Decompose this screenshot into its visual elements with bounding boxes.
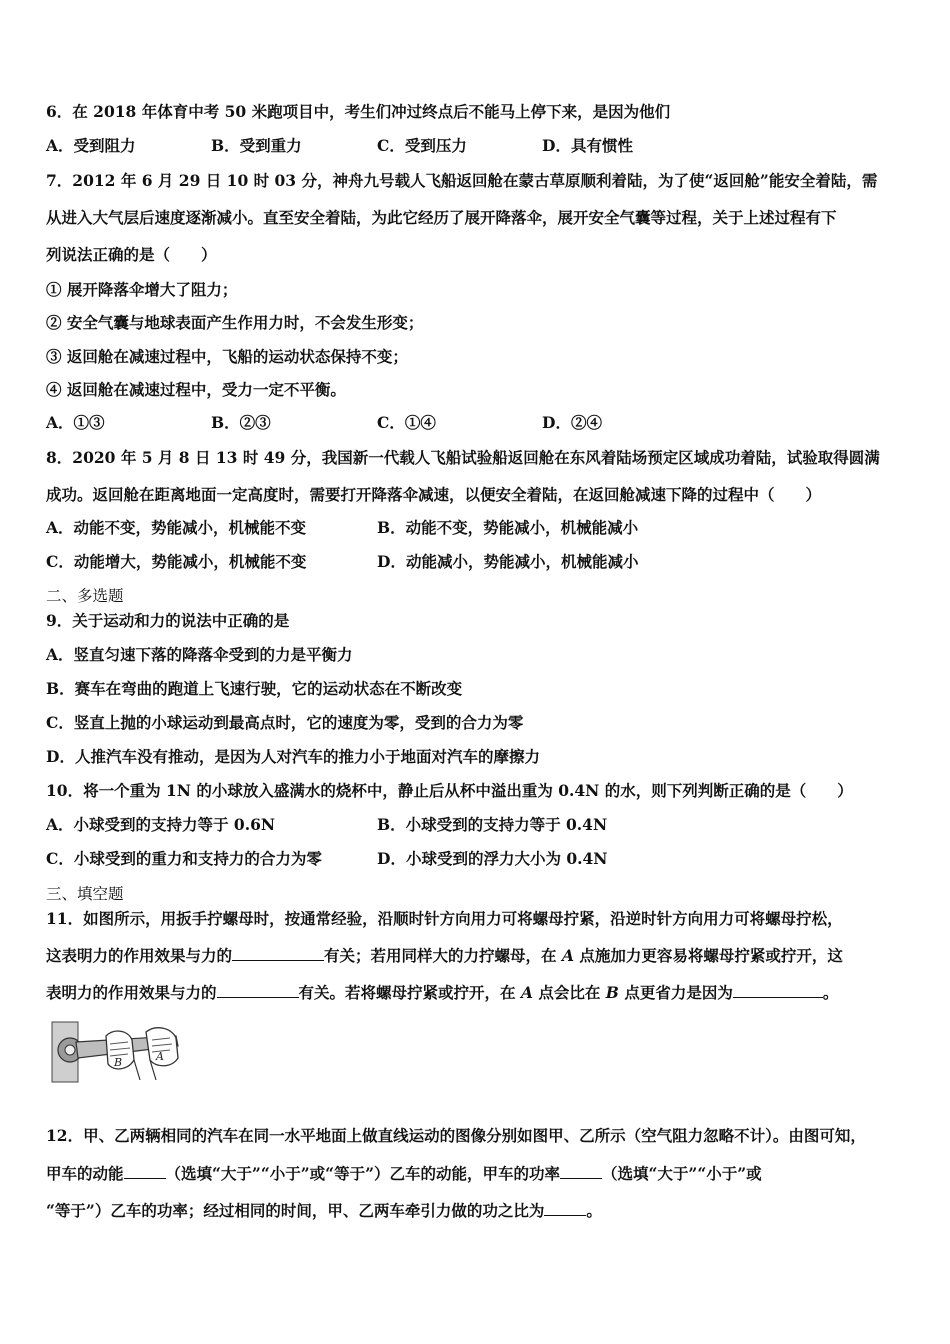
q6-stem: 6．在 2018 年体育中考 50 米跑项目中，考生们冲过终点后不能马上停下来，是因为他们 [46, 102, 671, 121]
q12-text: “等于”）乙车的功率；经过相同的时间，甲、乙两车牵引力做的功之比为 [46, 1201, 545, 1220]
q7-option-c: C．①④ [377, 413, 436, 432]
q7-statement-2: ② 安全气囊与地球表面产生作用力时，不会发生形变； [46, 313, 424, 332]
point-a-label: A [520, 983, 533, 1002]
q8-option-b: B．动能不变，势能减小，机械能减小 [377, 518, 639, 537]
q9-option-b: B．赛车在弯曲的跑道上飞速行驶，它的运动状态在不断改变 [46, 679, 463, 698]
point-b-label: B [605, 983, 619, 1002]
q11-blank-3[interactable] [733, 983, 823, 998]
q11-text: 有关。若将螺母拧紧或拧开，在 [298, 983, 516, 1002]
q11-stem-line3 [46, 983, 838, 1003]
wrench-figure [48, 1014, 188, 1086]
q8-option-a: A．动能不变，势能减小，机械能不变 [46, 518, 307, 537]
q8-stem-line2: 成功。返回舱在距离地面一定高度时，需要打开降落伞减速，以便安全着陆，在返回舱减速下降的过程中（ ） [46, 485, 822, 504]
q7-statement-1: ① 展开降落伞增大了阻力； [46, 280, 238, 299]
q11-stem-line2 [46, 946, 843, 966]
q11-text: 。 [822, 983, 839, 1002]
q11-text: 表明力的作用效果与力的 [46, 983, 217, 1002]
q11-text: 这表明力的作用效果与力的 [46, 946, 233, 965]
q12-blank-1[interactable] [124, 1164, 166, 1179]
q7-stem-line2: 从进入大气层后速度逐渐减小。直至安全着陆，为此它经历了展开降落伞，展开安全气囊等过程，关于上述过程有下 [46, 208, 837, 227]
q12-text: （选填“大于”“小于”或 [602, 1164, 762, 1183]
q7-stem-line1: 7．2012 年 6 月 29 日 10 时 03 分，神舟九号载人飞船返回舱在蒙古草原顺利着陆，为了使“返回舱”能安全着陆，需 [46, 171, 878, 190]
bolt-icon [65, 1045, 75, 1055]
q10-option-c: C．小球受到的重力和支持力的合力为零 [46, 849, 322, 868]
q11-text: 点更省力是因为 [624, 983, 733, 1002]
q9-option-c: C．竖直上抛的小球运动到最高点时，它的速度为零，受到的合力为零 [46, 713, 524, 732]
q11-text: 有关；若用同样大的力拧螺母，在 [324, 946, 557, 965]
q6-option-c: C．受到压力 [377, 136, 467, 155]
q11-blank-1[interactable] [232, 946, 324, 961]
q10-option-a: A．小球受到的支持力等于 0.6N [46, 815, 276, 834]
figure-label-b: B [114, 1056, 123, 1069]
q7-option-b: B．②③ [211, 413, 271, 432]
q10-option-d: D．小球受到的浮力大小为 0.4N [377, 849, 608, 868]
q8-option-d: D．动能减小，势能减小，机械能减小 [377, 552, 639, 571]
q11-text: 点会比在 [538, 983, 601, 1002]
q7-statement-4: ④ 返回舱在减速过程中，受力一定不平衡。 [46, 380, 346, 399]
q12-blank-2[interactable] [560, 1164, 602, 1179]
q12-stem-line3 [46, 1201, 602, 1221]
q7-option-a: A．①③ [46, 413, 105, 432]
point-a-label: A [561, 946, 574, 965]
q12-stem-line1: 12．甲、乙两辆相同的汽车在同一水平地面上做直线运动的图像分别如图甲、乙所示（空气阻力忽略不计）。由图可知， [46, 1126, 866, 1145]
q10-stem: 10．将一个重为 1N 的小球放入盛满水的烧杯中，静止后从杯中溢出重为 0.4N 的水，则下列判断正确的是（ ） [46, 781, 853, 800]
q11-blank-2[interactable] [217, 983, 299, 998]
q9-option-a: A．竖直匀速下落的降落伞受到的力是平衡力 [46, 645, 353, 664]
q12-stem-line2 [46, 1164, 762, 1184]
q8-option-c: C．动能增大，势能减小，机械能不变 [46, 552, 307, 571]
figure-label-a: A [156, 1050, 164, 1063]
q10-option-b: B．小球受到的支持力等于 0.4N [377, 815, 608, 834]
q6-option-b: B．受到重力 [211, 136, 302, 155]
q12-text: （选填“大于”“小于”或“等于”）乙车的动能，甲车的功率 [165, 1164, 561, 1183]
q8-stem-line1: 8．2020 年 5 月 8 日 13 时 49 分，我国新一代载人飞船试验船返回舱在东风着陆场预定区域成功着陆，试验取得圆满 [46, 448, 880, 467]
section-multi-choice-heading: 二、多选题 [46, 587, 124, 605]
q12-text: 甲车的动能 [46, 1164, 124, 1183]
q7-option-d: D．②④ [542, 413, 602, 432]
q7-stem-line3: 列说法正确的是（ ） [46, 245, 217, 264]
q12-blank-3[interactable] [544, 1201, 586, 1216]
q9-stem: 9．关于运动和力的说法中正确的是 [46, 611, 290, 630]
q11-stem-line1: 11．如图所示，用扳手拧螺母时，按通常经验，沿顺时针方向用力可将螺母拧紧，沿逆时针方向用力可将螺母拧松， [46, 909, 843, 928]
q11-text: 点施加力更容易将螺母拧紧或拧开，这 [579, 946, 843, 965]
q12-text: 。 [586, 1201, 602, 1220]
q7-statement-3: ③ 返回舱在减速过程中，飞船的运动状态保持不变； [46, 347, 408, 366]
q6-option-d: D．具有惯性 [542, 136, 633, 155]
q6-option-a: A．受到阻力 [46, 136, 136, 155]
section-fill-blank-heading: 三、填空题 [46, 885, 124, 903]
q9-option-d: D．人推汽车没有推动，是因为人对汽车的推力小于地面对汽车的摩擦力 [46, 747, 540, 766]
